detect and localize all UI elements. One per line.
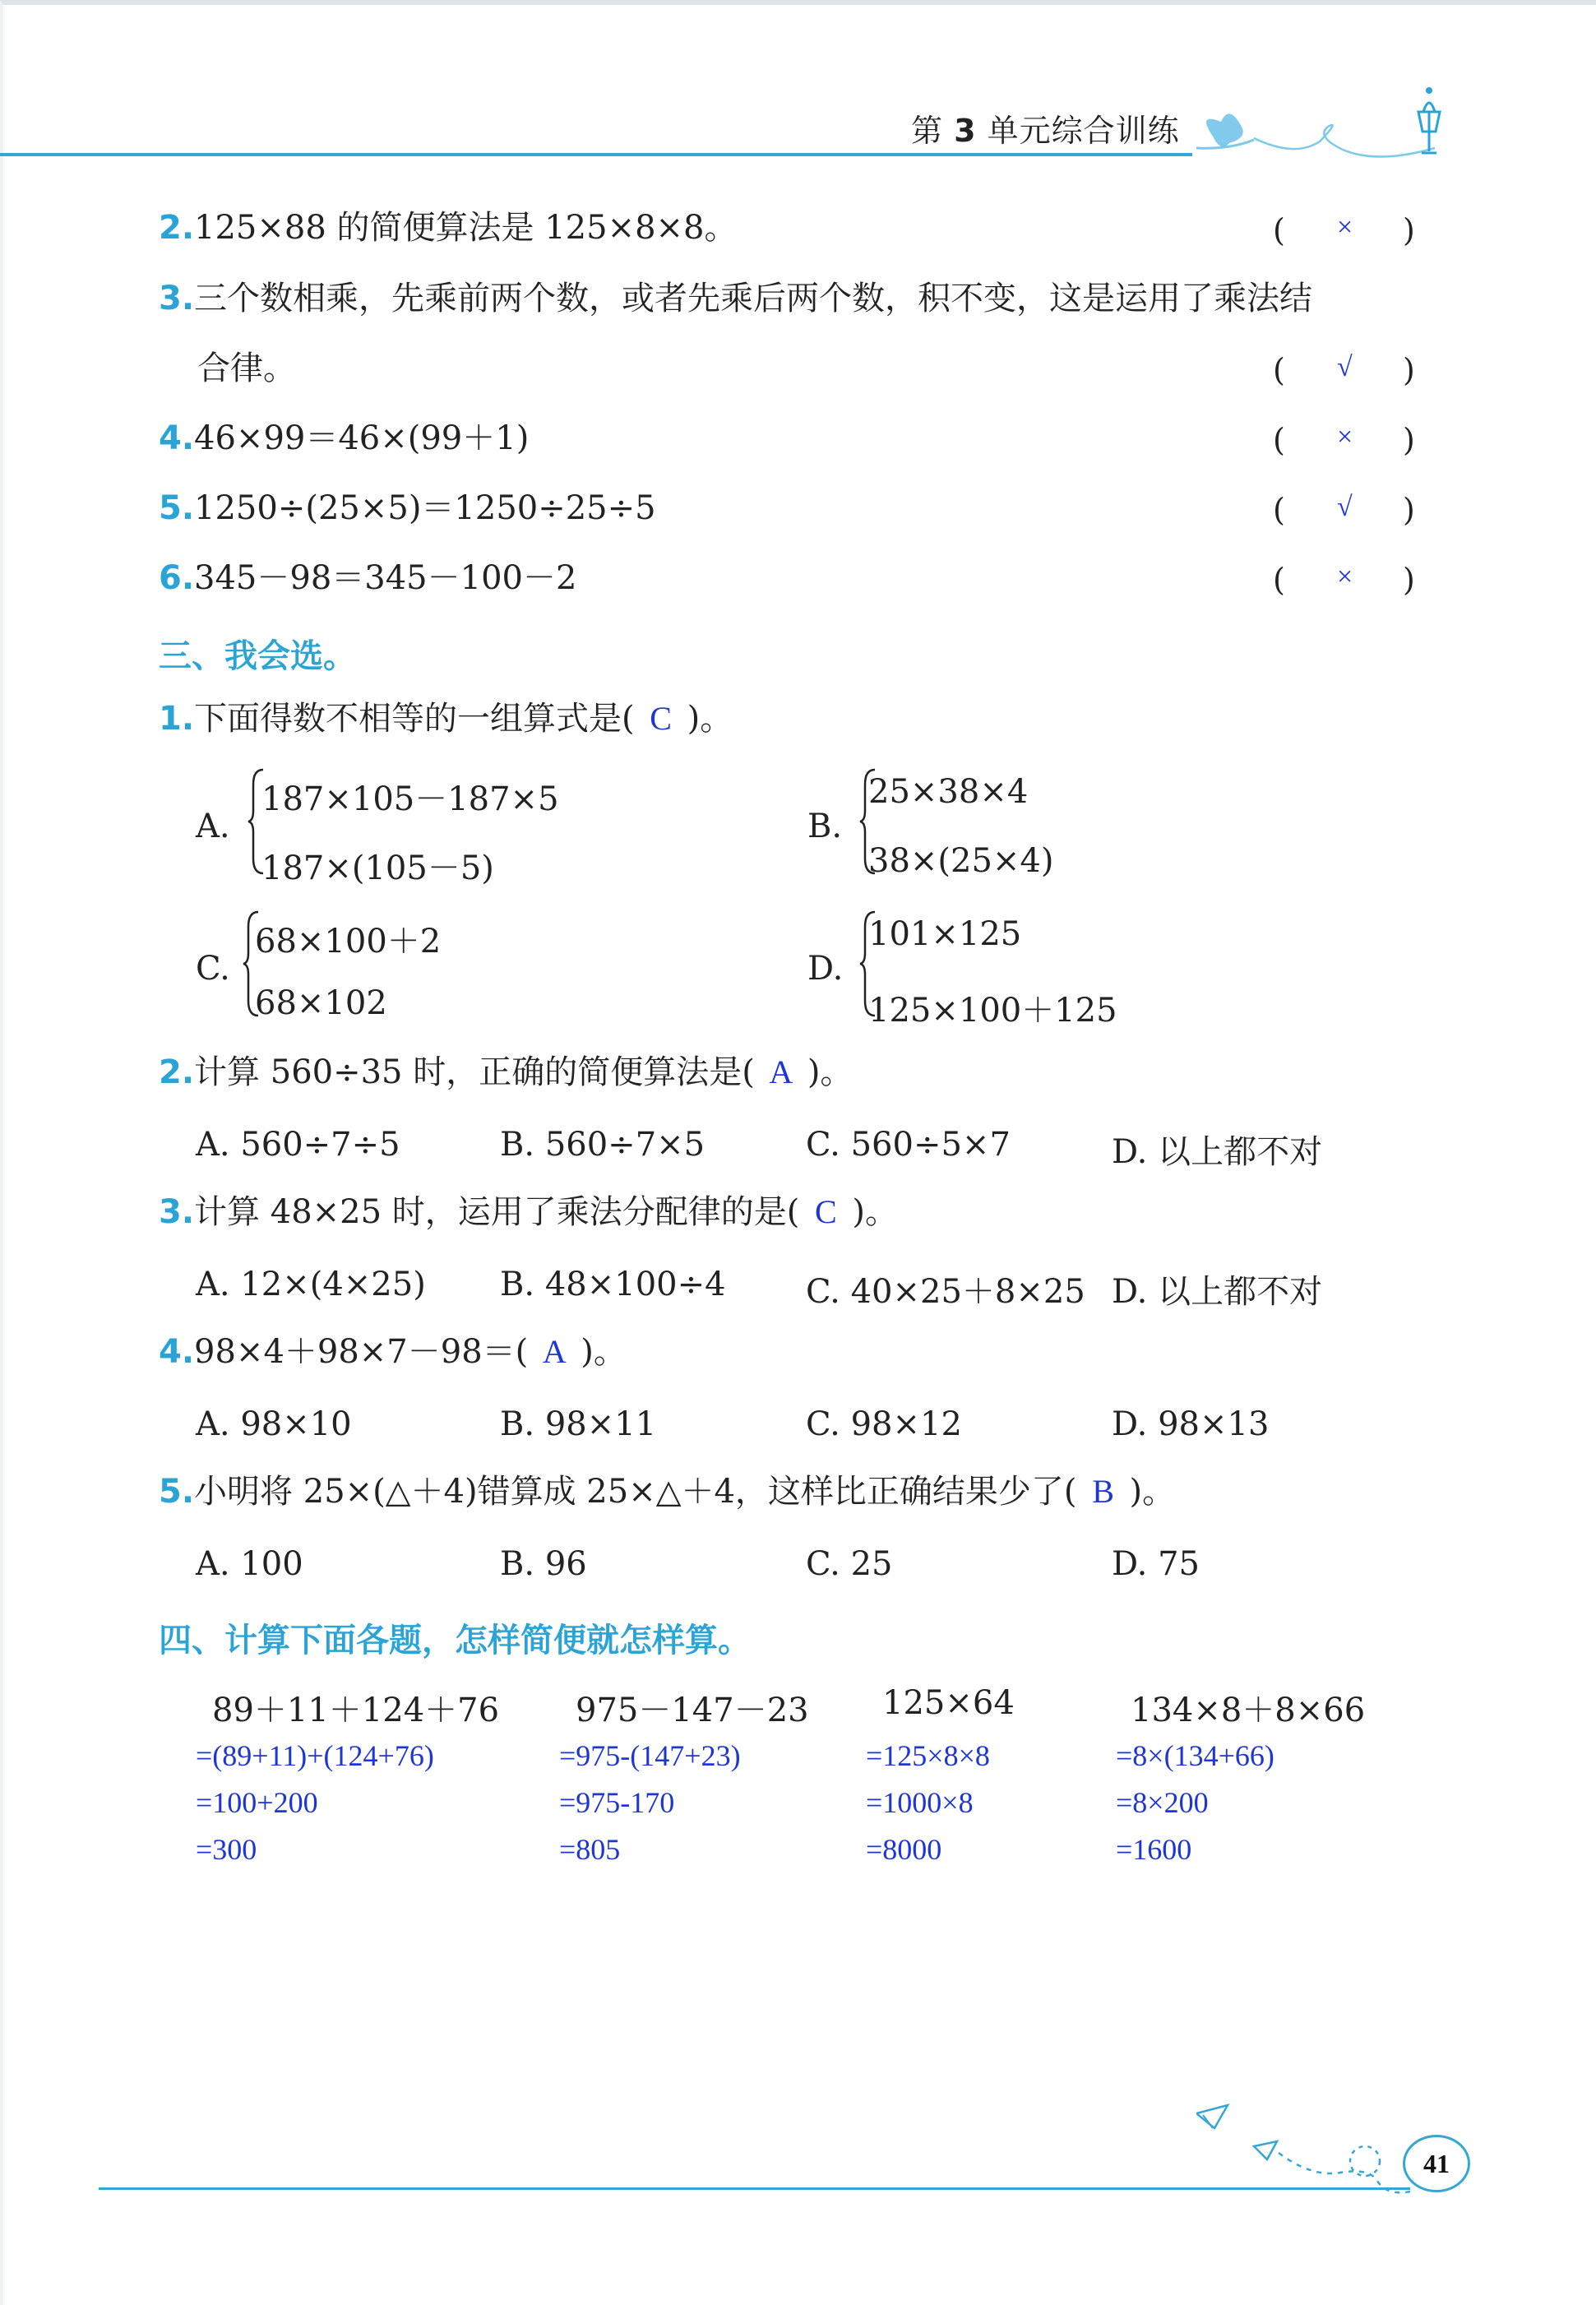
choice-2-stem: 2.计算 560÷35 时，正确的简便算法是( A )。 [159, 1053, 854, 1091]
calc-3-step-1: =125×8×8 [866, 1739, 990, 1772]
calc-1-step-1: =(89+11)+(124+76) [196, 1739, 434, 1772]
choice-5-option-a[interactable]: A. 100 [196, 1545, 303, 1583]
choice-3-stem: 3.计算 48×25 时，运用了乘法分配律的是( C )。 [159, 1193, 898, 1231]
judge-6-answer: × [1337, 562, 1353, 592]
judge-3: 3.三个数相乘，先乘前两个数，或者先乘后两个数，积不变，这是运用了乘法结 [159, 280, 1313, 317]
choice-2-option-a[interactable]: A. 560÷7÷5 [196, 1126, 400, 1164]
judge-3-line2: 合律。 [197, 349, 296, 387]
choice-4-option-d[interactable]: D. 98×13 [1112, 1405, 1270, 1443]
calc-2-step-1: =975-(147+23) [559, 1739, 741, 1772]
footer-rule [99, 2187, 1410, 2190]
calc-2-step-3: =805 [559, 1833, 621, 1866]
choice-2-option-b[interactable]: B. 560÷7×5 [500, 1126, 705, 1164]
unit-title: 第 3 单元综合训练 [911, 113, 1180, 149]
choice-1-answer: C [650, 700, 672, 737]
calc-1-expression: 89＋11＋124＋76 [212, 1692, 500, 1729]
choice-3-answer: C [815, 1193, 837, 1230]
calc-3-step-2: =1000×8 [866, 1786, 974, 1819]
judge-5: 5.1250÷(25×5)＝1250÷25÷5 [159, 489, 656, 527]
choice-2-answer: A [769, 1053, 793, 1090]
calc-2-expression: 975－147－23 [576, 1692, 809, 1729]
header-rule [0, 153, 1192, 156]
choice-4-answer: A [542, 1333, 567, 1370]
choice-5-option-b[interactable]: B. 96 [500, 1545, 587, 1583]
choice-3-option-d[interactable]: D. 以上都不对 [1112, 1273, 1323, 1311]
calc-4-step-1: =8×(134+66) [1116, 1739, 1274, 1772]
choice-5-option-c[interactable]: C. 25 [806, 1545, 893, 1583]
choice-4-option-c[interactable]: C. 98×12 [806, 1405, 962, 1443]
choice-4-stem: 4.98×4＋98×7－98＝( A )。 [159, 1333, 627, 1371]
choice-3-option-c[interactable]: C. 40×25＋8×25 [806, 1273, 1085, 1311]
choice-5-option-d[interactable]: D. 75 [1112, 1545, 1200, 1583]
page-number: 41 [1403, 2135, 1470, 2192]
choice-1-stem: 1.下面得数不相等的一组算式是( C )。 [159, 700, 733, 738]
choice-5-answer: B [1092, 1473, 1114, 1510]
choice-2-option-c[interactable]: C. 560÷5×7 [806, 1126, 1011, 1164]
judge-2: 2.125×88 的简便算法是 125×8×8。 [159, 209, 738, 247]
calc-1-step-3: =300 [196, 1833, 257, 1866]
judge-6: 6.345－98＝345－100－2 [159, 559, 577, 597]
calc-4-expression: 134×8＋8×66 [1131, 1692, 1366, 1729]
calc-1-step-2: =100+200 [196, 1786, 318, 1819]
calc-3-expression: 125×64 [882, 1684, 1015, 1722]
judge-2-answer: × [1337, 212, 1353, 243]
calc-2-step-2: =975-170 [559, 1786, 675, 1819]
judge-4-answer: × [1337, 422, 1353, 452]
choice-4-option-a[interactable]: A. 98×10 [196, 1405, 352, 1443]
choice-5-stem: 5.小明将 25×(△＋4)错算成 25×△＋4，这样比正确结果少了( B )。 [159, 1473, 1176, 1511]
choice-3-option-a[interactable]: A. 12×(4×25) [196, 1266, 426, 1303]
judge-3-answer: √ [1337, 352, 1353, 382]
choice-4-option-b[interactable]: B. 98×11 [500, 1405, 657, 1443]
choice-2-option-d[interactable]: D. 以上都不对 [1112, 1133, 1323, 1171]
butterfly-lamp-decoration-icon [1196, 79, 1468, 169]
section-4-title: 四、计算下面各题，怎样简便就怎样算。 [159, 1622, 751, 1659]
judge-4: 4.46×99＝46×(99＋1) [159, 419, 530, 457]
calc-3-step-3: =8000 [866, 1833, 942, 1866]
calc-4-step-2: =8×200 [1116, 1786, 1209, 1819]
section-3-title: 三、我会选。 [159, 637, 356, 675]
judge-5-answer: √ [1337, 492, 1353, 522]
calc-4-step-3: =1600 [1116, 1833, 1192, 1866]
choice-3-option-b[interactable]: B. 48×100÷4 [500, 1266, 726, 1303]
